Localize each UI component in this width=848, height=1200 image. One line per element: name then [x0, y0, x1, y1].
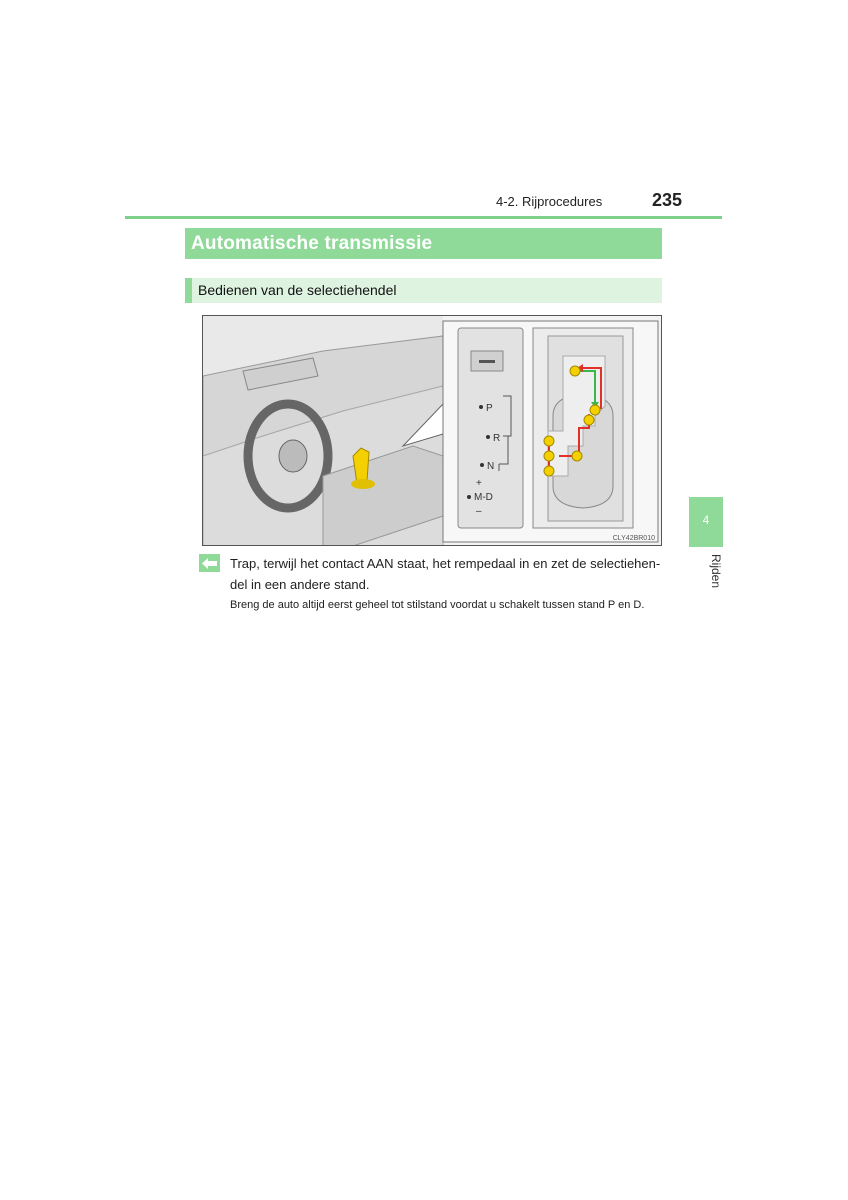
chapter-label: Rijden — [709, 554, 723, 589]
gate-label-minus: – — [476, 506, 482, 517]
gate-label-plus: + — [476, 478, 482, 489]
position-plus — [544, 436, 554, 446]
page-number: 235 — [652, 190, 683, 210]
position-r — [584, 415, 594, 425]
gate-label-p: P — [486, 403, 493, 414]
illustration-svg — [203, 316, 662, 546]
gear-lever-base — [351, 479, 375, 489]
dot-n — [480, 463, 484, 467]
dot-r — [486, 435, 490, 439]
chapter-tab: 4 — [689, 497, 723, 547]
section-header: 4-2. Rijprocedures — [496, 194, 603, 209]
gear-selector-illustration — [202, 315, 662, 546]
gate-label-r: R — [493, 433, 501, 444]
dot-md — [467, 495, 471, 499]
figure-code: CLY42BR010 — [612, 535, 655, 542]
position-p — [570, 366, 580, 376]
left-arrow-icon — [199, 554, 220, 572]
section-subtitle: Bedienen van de selectiehendel — [185, 278, 662, 303]
step-instruction: Trap, terwijl het contact AAN staat, het rempedaal in en zet de selectiehen-del in een andere stand. — [230, 556, 661, 592]
position-md — [544, 451, 554, 461]
step-note: Breng de auto altijd eerst geheel tot stilstand voordat u schakelt tussen stand P en D. — [230, 599, 645, 611]
header-divider — [125, 216, 722, 219]
gate-label-md: M-D — [474, 492, 493, 503]
gate-label-n: N — [487, 461, 495, 472]
position-r-upper — [590, 405, 600, 415]
page-title: Automatische transmissie — [185, 228, 662, 259]
steering-hub — [279, 440, 307, 472]
position-minus — [544, 466, 554, 476]
indicator-line — [479, 360, 495, 363]
position-n — [572, 451, 582, 461]
dot-p — [479, 405, 483, 409]
